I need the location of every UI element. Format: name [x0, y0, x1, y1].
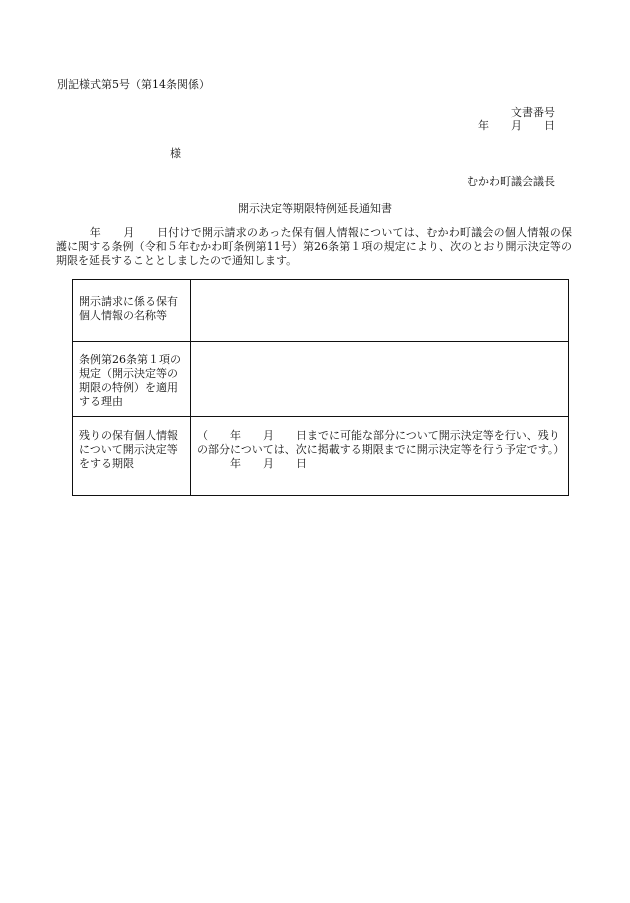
notice-body-text: 年 月 日付けで開示請求のあった保有個人情報については、むかわ町議会の個人情報の保護に関する条例（令和５年むかわ町条例第11号）第26条第１項の規定により、次のとおり開示決定等の期限を延長することとしましたので通知します。	[56, 226, 572, 267]
sender-name: むかわ町議会議長	[467, 175, 555, 188]
deadline-note: （ 年 月 日までに可能な部分について開示決定等を行い、残りの部分については、次に掲載する期限までに開示決定等を行う予定です。）	[197, 429, 565, 456]
table-row	[73, 342, 569, 417]
deadline-date: 年 月 日	[230, 457, 307, 470]
row-value-reason	[191, 342, 569, 417]
document-title: 開示決定等期限特例延長通知書	[238, 202, 392, 215]
row-label-reason: 条例第26条第１項の規定（開示決定等の期限の特例）を適用する理由	[73, 342, 191, 417]
row-label-deadline: 残りの保有個人情報について開示決定等をする期限	[73, 417, 191, 496]
form-number-label: 別記様式第5号（第14条関係）	[57, 78, 210, 91]
table-row	[73, 280, 569, 342]
table-row	[73, 417, 569, 496]
row-value-deadline	[191, 417, 569, 496]
notice-details-table	[72, 279, 569, 496]
row-value-info-name	[191, 280, 569, 342]
row-label-info-name: 開示請求に係る保有個人情報の名称等	[73, 280, 191, 342]
document-number-label: 文書番号	[511, 106, 555, 119]
addressee-suffix: 様	[170, 147, 181, 160]
issue-date-line: 年 月 日	[478, 119, 555, 132]
